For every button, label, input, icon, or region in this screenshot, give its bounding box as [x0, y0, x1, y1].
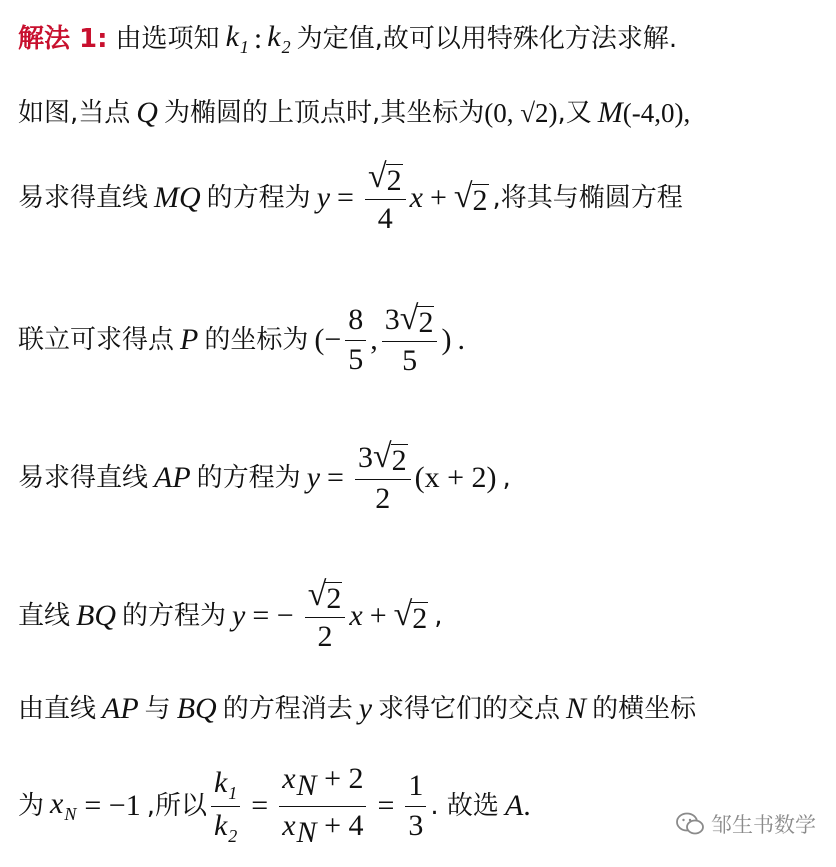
- fraction: $\frac{1}{3}$: [405, 769, 426, 843]
- fraction: $\frac{8}{5}$: [345, 303, 366, 377]
- fraction: $\frac{k_1}{k_2}$: [211, 766, 240, 846]
- solution-lead: 解法 1:: [18, 24, 108, 54]
- solution-line-7: 由直线 AP 与 BQ 的方程消去 y 求得它们的交点 N 的横坐标: [18, 692, 697, 725]
- solution-line-4: 联立可求得点 P 的坐标为 (− $\frac{8}{5}$ , 3 √ 2 5 ) .: [18, 300, 465, 377]
- watermark: [675, 809, 816, 839]
- solution-line-6: 直线 BQ 的方程为 y = − √ 2 2 x + √ 2 ,: [18, 576, 443, 653]
- fraction: 3 √ 2 5: [382, 302, 438, 378]
- solution-line-2: 如图,当点 Q 为椭圆的上顶点时,其坐标为 (0, √2) ,又 M (-4,0),: [18, 96, 691, 129]
- wechat-icon: [675, 811, 705, 837]
- fraction: $\frac{x_N + 2}{x_N + 4}$: [279, 762, 366, 850]
- solution-line-1: 解法 1: 由选项知 $k_1$ : $k_2$ 为定值,故可以用特殊化方法求解.: [18, 20, 678, 57]
- solution-line-5: 易求得直线 AP 的方程为 y = 3 √ 2 2 (x + 2) ,: [18, 438, 511, 515]
- solution-line-3: 易求得直线 MQ 的方程为 y = √ 2 4 x + √ 2 ,将其与椭圆方程: [18, 158, 683, 235]
- watermark-text: 邹生书数学: [711, 813, 816, 837]
- fraction: 3 √ 2 2: [355, 440, 411, 516]
- solution-line-8: 为 $x_N$ = −1 ,所以 $\frac{k_1}{k_2}$ = $\frac{x_N + 2}{x_N + 4}$ = $\frac{1}{3}$ . 故选 A .: [18, 762, 531, 849]
- fraction: √ 2 4: [365, 160, 406, 236]
- fraction: √ 2 2: [305, 578, 346, 654]
